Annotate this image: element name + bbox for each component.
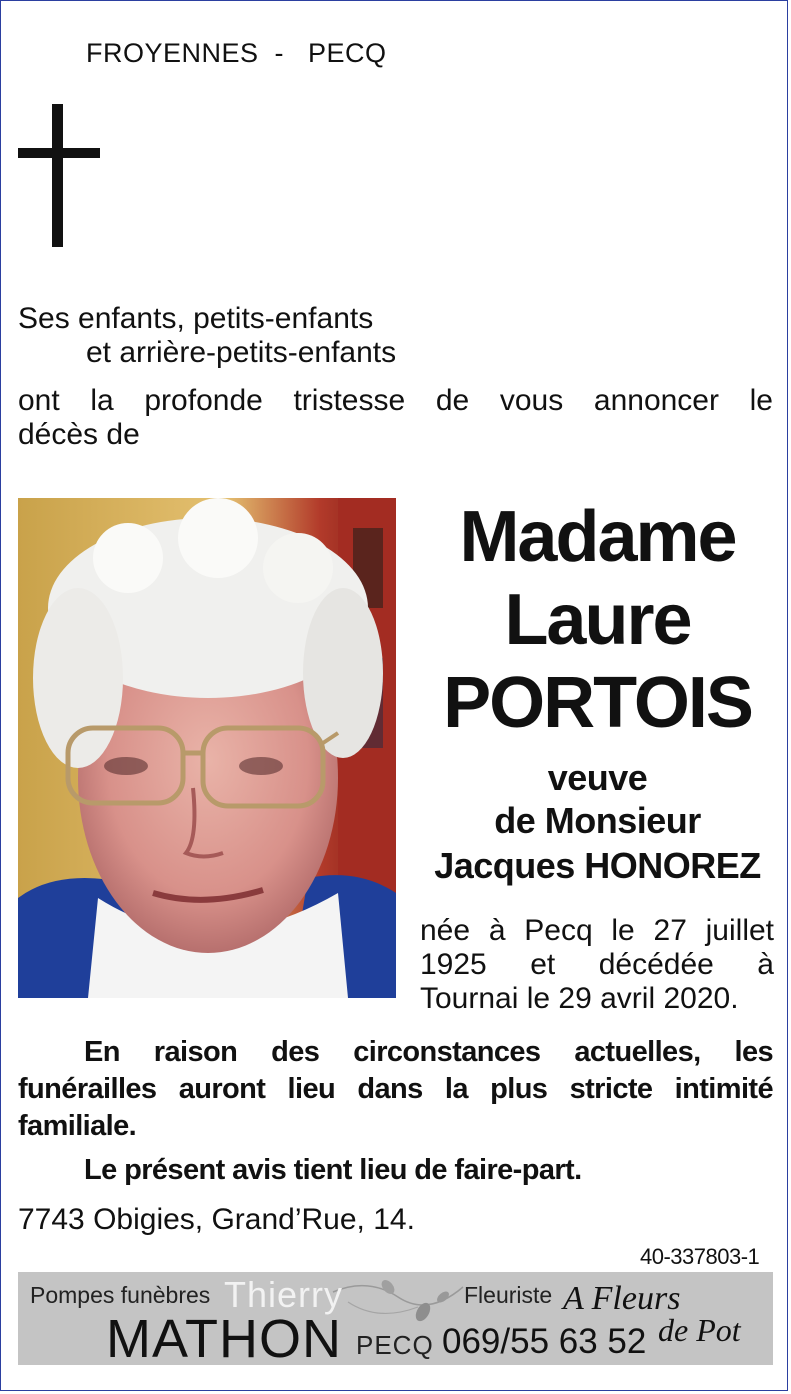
phone-number: 069/55 63 52 [442,1322,647,1361]
location-header: FROYENNES - PECQ [86,38,387,68]
cross-icon-bar [18,148,100,158]
funeral-home-first-name: Thierry [224,1274,344,1315]
intro-line-4: décès de [18,418,140,451]
spouse-title: de Monsieur [494,800,701,841]
intro-line-1: Ses enfants, petits-enfants [18,302,374,335]
dates-line-1: née à Pecq le 27 juillet [420,914,774,947]
dates-line-2: 1925 et décédée à [420,948,774,981]
funeral-home-label: Pompes funèbres [30,1282,211,1308]
reference-number: 40-337803-1 [640,1244,760,1269]
florist-label: Fleuriste [464,1282,553,1308]
funeral-notice: En raison des circonstances actuelles, les funérailles auront lieu dans la plus stricte intimité familiale. [18,1036,773,1142]
portrait-photo [18,498,396,998]
deceased-last-name: PORTOIS [443,663,752,743]
funeral-home-name: MATHON [106,1309,342,1365]
funeral-home-city: PECQ [356,1330,434,1360]
spouse-name: Jacques HONOREZ [434,845,761,886]
deceased-title: Madame [459,497,736,577]
deceased-first-name: Laure [504,580,691,660]
widow-status: veuve [547,757,648,798]
faire-part-notice: Le présent avis tient lieu de faire-part. [84,1154,582,1186]
sponsor-footer [18,1272,773,1365]
cross-icon [52,104,63,247]
birth-death-dates [420,914,774,1016]
dates-line-3: Tournai le 29 avril 2020. [420,982,739,1015]
intro-line-2: et arrière-petits-enfants [86,336,397,369]
intro-line-3: ont la profonde tristesse de vous annoncer le [18,384,773,417]
florist-name-line-1: A Fleurs [563,1280,681,1317]
family-address: 7743 Obigies, Grand’Rue, 14. [18,1203,415,1236]
florist-name-line-2: de Pot [658,1312,741,1348]
